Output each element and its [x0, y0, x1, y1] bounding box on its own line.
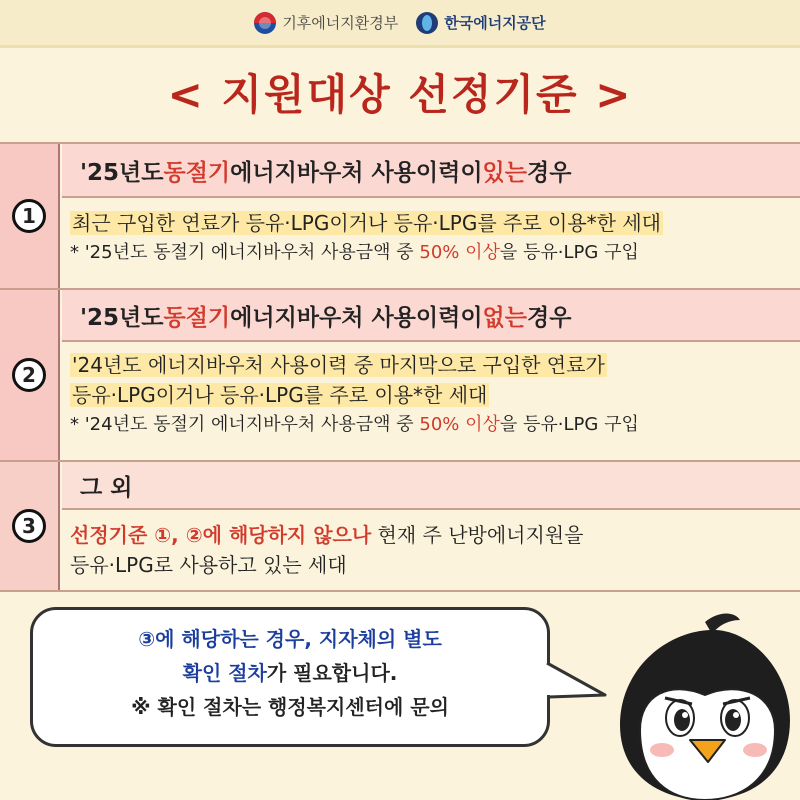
criteria-section-1 — [0, 142, 800, 290]
section-number-badge: 2 — [12, 358, 46, 392]
heading-text: 에너지바우처 사용이력이 — [230, 159, 483, 186]
criteria-highlight: 선정기준 ①, ②에 해당하지 않으나 — [70, 523, 372, 547]
bubble-line-2 — [33, 656, 547, 690]
penguin-mascot-icon — [610, 600, 800, 800]
heading-highlight: 없는 — [482, 304, 527, 331]
criteria-section-3 — [0, 462, 800, 592]
footnote-text: * '25년도 동절기 에너지바우처 사용금액 중 — [70, 242, 420, 263]
bubble-line-1: ③에 해당하는 경우, 지자체의 별도 — [138, 627, 442, 651]
criteria-line: '24년도 에너지바우처 사용이력 중 마지막으로 구입한 연료가 — [72, 353, 605, 377]
footnote-text: 을 등유·LPG 구입 — [499, 242, 639, 263]
bubble-highlight: 확인 절차 — [182, 661, 267, 685]
section-number-cell — [0, 144, 60, 288]
speech-bubble — [30, 607, 550, 747]
header-bar — [0, 0, 800, 48]
footnote — [70, 410, 800, 440]
heading-text: 경우 — [526, 159, 572, 186]
section-heading — [62, 462, 800, 510]
heading-highlight: 동절기 — [163, 159, 231, 186]
agency-emblem-icon — [416, 12, 438, 34]
section-body — [62, 512, 800, 590]
footnote-text: 을 등유·LPG 구입 — [499, 414, 639, 435]
criteria-line: 등유·LPG로 사용하고 있는 세대 — [70, 553, 347, 577]
bubble-line-3: ※ 확인 절차는 행정복지센터에 문의 — [131, 695, 449, 719]
page-title: < 지원대상 선정기준 > — [167, 70, 633, 119]
heading-text: '25년도 — [80, 304, 164, 331]
criteria-line: 등유·LPG이거나 등유·LPG를 주로 이용*한 세대 — [72, 383, 488, 407]
ministry-logo — [254, 12, 398, 34]
criteria-line: 최근 구입한 연료가 등유·LPG이거나 등유·LPG를 주로 이용*한 세대 — [72, 211, 661, 235]
footnote — [70, 238, 800, 268]
heading-text: 에너지바우처 사용이력이 — [230, 304, 483, 331]
footnote-highlight: 50% 이상 — [419, 414, 500, 435]
agency-logo — [416, 12, 545, 34]
section-number-cell — [0, 290, 60, 460]
section-heading — [62, 290, 800, 342]
footnote-text: * '24년도 동절기 에너지바우처 사용금액 중 — [70, 414, 420, 435]
section-heading — [62, 144, 800, 198]
heading-text: '25년도 — [80, 159, 164, 186]
government-emblem-icon — [254, 12, 276, 34]
heading-text: 경우 — [526, 304, 572, 331]
agency-name: 한국에너지공단 — [444, 14, 546, 32]
criteria-section-2 — [0, 290, 800, 462]
section-number-cell — [0, 462, 60, 590]
criteria-line: 현재 주 난방에너지원을 — [371, 523, 584, 547]
speech-bubble-tail — [545, 655, 615, 715]
section-body — [62, 344, 800, 460]
heading-text: 그 외 — [80, 474, 133, 501]
heading-highlight: 있는 — [482, 159, 527, 186]
ministry-name: 기후에너지환경부 — [282, 14, 399, 32]
heading-highlight: 동절기 — [163, 304, 231, 331]
section-body — [62, 200, 800, 288]
bubble-text: 가 필요합니다. — [266, 661, 398, 685]
footnote-highlight: 50% 이상 — [419, 242, 500, 263]
section-number-badge: 1 — [12, 199, 46, 233]
section-number-badge: 3 — [12, 509, 46, 543]
